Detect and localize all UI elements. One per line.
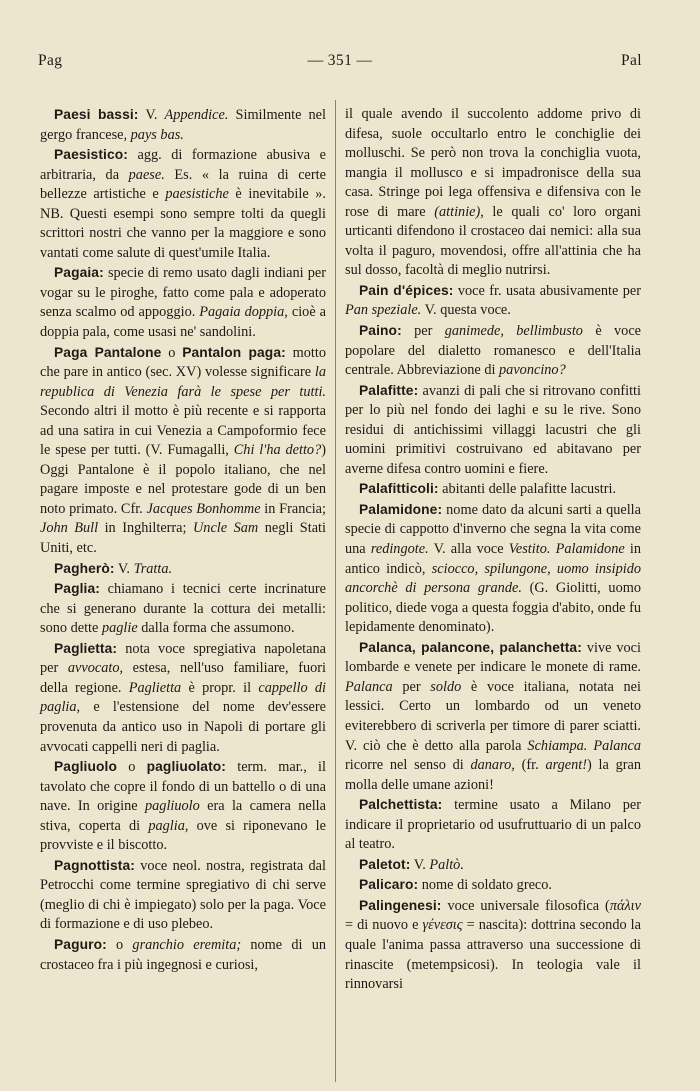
- entry-italic-text: granchio eremita;: [132, 936, 242, 953]
- entry-italic-text: Uncle Sam: [192, 520, 259, 537]
- entry-italic-text: ganimede, bellimbusto: [444, 323, 583, 340]
- dictionary-entry: [345, 381, 641, 480]
- entry-headword: Pagherò:: [54, 560, 115, 576]
- entry-text: V.: [410, 856, 430, 873]
- entry-italic-text: Paltò.: [429, 856, 464, 873]
- dictionary-entry: [40, 105, 326, 145]
- dictionary-entry: [40, 343, 326, 559]
- entry-text: abitanti delle palafitte lacustri.: [438, 481, 617, 498]
- entry-italic-text: Tratta.: [133, 560, 173, 577]
- entry-text: e l'estensione del nome dev'essere provenuta da antico uso in Napoli di portare gli avvocati cappelli neri di paglia.: [40, 699, 326, 755]
- entry-headword: Palanca, palancone, palanchetta:: [359, 639, 582, 655]
- entry-italic-text: Schiampa. Palanca: [527, 737, 641, 754]
- entry-text: termine usato a Milano per indicare il proprietario od usufruttuario di un palco al teatro.: [345, 797, 641, 853]
- dictionary-entry: [40, 145, 326, 263]
- entry-italic-text: sciocco, spilungone, uomo insipido ancorchè di persona grande.: [345, 560, 641, 597]
- running-header: [38, 52, 642, 76]
- entry-italic-text: paglia,: [148, 817, 189, 834]
- entry-headword: Pantalon paga:: [182, 344, 286, 360]
- entry-text: per: [392, 678, 431, 695]
- entry-text: cioè a doppia pala, come usasi ne' sandolini.: [40, 304, 326, 341]
- entry-italic-text: la republica di Venezia farà le spese per tutti.: [40, 364, 326, 400]
- entry-italic-text: John Bull: [40, 520, 99, 537]
- entry-headword: Paesistico:: [54, 147, 128, 163]
- entry-italic-text: Pagaia doppia,: [199, 304, 288, 321]
- dictionary-entry: [345, 105, 641, 281]
- entry-italic-text: soldo: [430, 678, 462, 695]
- entry-text: o: [106, 936, 133, 953]
- entry-text: o: [117, 759, 147, 776]
- entry-text: Secondo altri il motto è più recente e si rapporta ad una satira in cui Venezia a Campoformio fece le spese per tutti. (V. Fumagalli,: [40, 403, 326, 459]
- entry-italic-text: Paglietta: [128, 679, 182, 696]
- dictionary-entry: [40, 856, 326, 935]
- dictionary-entry: [40, 559, 326, 580]
- entry-headword: Paga Pantalone: [54, 344, 162, 360]
- entry-headword: Pagnottista:: [54, 857, 135, 873]
- dictionary-entry: [40, 935, 326, 975]
- dictionary-entry: [345, 875, 641, 896]
- right-column: [345, 105, 641, 995]
- entry-text: le quali co' loro organi urticanti difendono il crostaceo dai nemici: alla sua volta il paguro, movendosi, offre all'attinia che ha sul dosso, facoltà di meglio nutrirsi.: [345, 203, 641, 279]
- left-column: [40, 105, 326, 975]
- entry-text: o: [161, 344, 183, 361]
- header-left-guide-word: Pag: [38, 52, 63, 69]
- entry-headword: Pagliuolo: [54, 759, 117, 775]
- entry-headword: Palchettista:: [359, 797, 443, 813]
- entry-headword: Palafitticoli:: [359, 481, 439, 497]
- entry-text: ricorre nel senso di: [345, 757, 471, 774]
- entry-text: voce fr. usata abusivamente per: [453, 282, 641, 299]
- entry-italic-text: danaro,: [470, 757, 515, 774]
- entry-headword: Paesi bassi:: [54, 107, 139, 122]
- entry-italic-text: (attinie),: [434, 203, 484, 220]
- entry-headword: Paletot:: [359, 856, 411, 872]
- entry-italic-text: cappello di paglia,: [40, 679, 326, 716]
- entry-text: nome di soldato greco.: [418, 877, 552, 894]
- dictionary-entry: [40, 263, 326, 342]
- dictionary-entry: [345, 855, 641, 876]
- dictionary-entry: [40, 757, 326, 856]
- entry-text: specie di remo usato dagli indiani per vogar su le piroghe, fatto come pala e adoperato senza scalmo od appoggio.: [40, 265, 326, 321]
- entry-text: voce neol. nostra, registrata dal Petrocchi come termine spregiativo di chi serve (meglio di chi è impiegato) solo per la paga. Voce di formazione e di uso plebeo.: [40, 857, 326, 933]
- entry-text: ove si riponevano le provviste e il biscotto.: [40, 817, 326, 854]
- entry-text: (G. Giolitti, uomo politico, diede voga a questa foggia d'abito, onde fu lepidamente denominato).: [345, 580, 641, 636]
- entry-headword: Paglietta:: [54, 640, 118, 656]
- dictionary-entry: [40, 579, 326, 639]
- entry-italic-text: paglie: [101, 620, 138, 637]
- entry-italic-text: Jacques Bonhomme: [146, 500, 261, 517]
- dictionary-entry: [345, 638, 641, 795]
- entry-headword: Pagaia:: [54, 265, 104, 281]
- entry-text: ) Oggi Pantalone è il popolo italiano, che nel pagare imposte e nel protestare gode di un ben noto primato. Cfr.: [40, 442, 326, 517]
- entry-text: motto che pare in antico (sec. XV) volesse significare: [40, 344, 326, 381]
- entry-italic-text: redingote.: [370, 541, 429, 558]
- dictionary-entry: [345, 795, 641, 855]
- entry-italic-text: paese.: [128, 166, 165, 183]
- entry-text: V.: [114, 560, 134, 577]
- dictionary-entry: [40, 639, 326, 757]
- entry-italic-text: avvocato,: [67, 660, 124, 677]
- entry-italic-text: Palanca: [345, 678, 393, 695]
- entry-text: è propr. il: [181, 679, 259, 696]
- entry-text: ) la gran molla delle umane azioni!: [345, 757, 641, 793]
- entry-italic-text: paesistiche: [165, 186, 229, 203]
- entry-text: (fr.: [514, 757, 546, 774]
- entry-text: per: [401, 323, 445, 340]
- entry-text: V. alla voce: [428, 541, 509, 558]
- dictionary-entry: [345, 281, 641, 321]
- entry-headword: Palamidone:: [359, 501, 443, 517]
- header-right-guide-word: Pal: [620, 52, 642, 69]
- entry-headword: Paguro:: [54, 936, 107, 952]
- entry-headword: Palafitte:: [359, 382, 419, 398]
- entry-text: V. questa voce.: [421, 302, 511, 319]
- entry-headword: Pain d'épices:: [359, 282, 454, 298]
- entry-italic-text: γένεσις: [422, 917, 463, 934]
- entry-text: voce universale filosofica (: [441, 897, 610, 914]
- dictionary-entry: [345, 321, 641, 381]
- entry-text: in antico indicò,: [345, 541, 641, 577]
- entry-italic-text: Appendice.: [164, 107, 229, 123]
- entry-text: il quale avendo il succolento addome privo di difesa, suole occultarlo entro le conchiglie dei molluschi. Se però non trova la conchiglia vuota, mangia il mollusco e si impadronisce della sua casa. Stringe poi lega offensiva e difensiva con le rose di mare: [345, 106, 641, 220]
- entry-headword: pagliuolato:: [146, 759, 226, 775]
- entry-text: nota voce spregiativa napoletana per: [40, 640, 326, 677]
- entry-headword: Palingenesi:: [359, 897, 442, 913]
- entry-text: avanzi di pali che si ritrovano confitti per lo più nel fondo dei laghi e su le rive. Sono residui di antichissimi villaggi lacustri che gli uomini primitivi costruivano ed abitavano per averne difesa contro uomini e fiere.: [345, 382, 641, 477]
- entry-italic-text: pagliuolo: [145, 798, 200, 815]
- entry-italic-text: Vestito. Palamidone: [508, 541, 625, 558]
- entry-text: = di nuovo e: [345, 917, 423, 934]
- entry-text: agg. di formazione abusiva e arbitraria, da: [40, 147, 326, 183]
- entry-italic-text: Pan speziale.: [345, 302, 422, 319]
- entry-italic-text: Chi l'ha detto?: [233, 442, 322, 459]
- entry-italic-text: pavoncino?: [499, 362, 566, 379]
- entry-italic-text: argent!: [545, 757, 587, 774]
- entry-text: in Francia;: [260, 500, 326, 517]
- dictionary-entry: [345, 896, 641, 995]
- entry-text: è voce italiana, notata nei lessici. Certo un lombardo od un veneto eviterebbero di scriverla per timore di parer sciatti. V. ciò che è detto alla parola: [345, 678, 641, 754]
- entry-text: term. mar., il tavolato che copre il fondo di un battello o di una nave. In origine: [40, 759, 327, 815]
- entry-text: in Inghilterra;: [98, 520, 193, 537]
- entry-headword: Paino:: [359, 323, 402, 339]
- entry-headword: Paglia:: [54, 581, 100, 597]
- dictionary-entry: [345, 500, 641, 638]
- entry-text: V.: [138, 107, 165, 123]
- entry-text: chiamano i tecnici certe incrinature che si generano durante la cottura dei metalli: sono dette: [40, 581, 326, 637]
- entry-text: nome di un crostaceo fra i più ingegnosi e curiosi,: [40, 936, 327, 973]
- column-divider: [335, 100, 336, 1082]
- entry-headword: Palicaro:: [359, 877, 419, 893]
- entry-text: è inevitabile ». NB. Questi esempi sono sempre tolti da quegli scrittori nostri che vanno per la maggiore e sono vantati come salute di quest'umile Italia.: [40, 186, 326, 261]
- entry-text: negli Stati Uniti, etc.: [40, 520, 326, 557]
- entry-italic-text: pays bas.: [130, 126, 184, 143]
- entry-text: vive voci lombarde e venete per indicare le monete di rame.: [345, 639, 641, 676]
- entry-text: dalla forma che assumono.: [137, 620, 295, 637]
- entry-text: Similmente nel gergo francese,: [40, 107, 327, 143]
- entry-text: Es. « la ruina di certe bellezze artistiche e: [40, 166, 326, 203]
- entry-text: nome dato da alcuni sarti a quella specie di cappotto d'inverno che segna la vita come una: [345, 501, 641, 558]
- entry-text: è voce popolare del dialetto romanesco e dell'Italia centrale. Abbreviazione di: [345, 323, 642, 379]
- dictionary-entry: [345, 479, 641, 500]
- entry-text: = nascita): dottrina secondo la quale l'anima passa attraverso una successione di rinascite (metempsicosi). In teologia vale il rinnovarsi: [345, 917, 641, 993]
- page-number: — 351 —: [307, 52, 373, 69]
- entry-text: estesa, nell'uso familiare, fuori della regione.: [40, 660, 326, 696]
- entry-italic-text: πάλιν: [609, 897, 641, 914]
- entry-text: era la camera nella stiva, coperta di: [40, 798, 326, 834]
